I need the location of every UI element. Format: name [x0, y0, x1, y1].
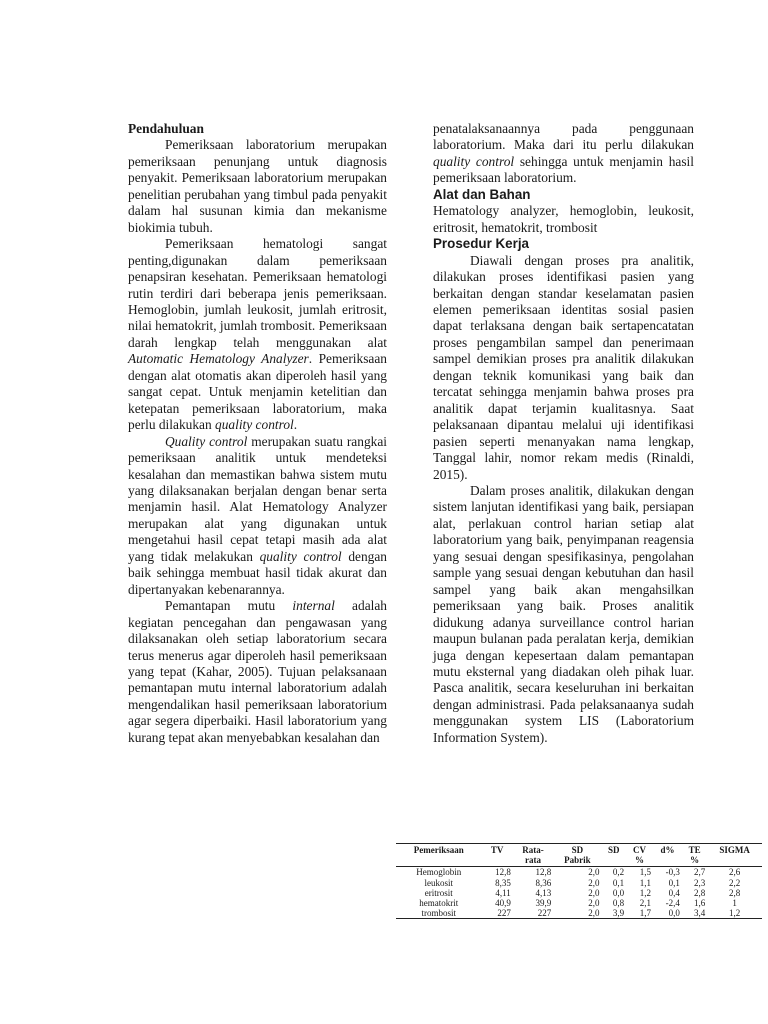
table-header-cell	[653, 844, 682, 867]
header-label: CV	[633, 845, 647, 855]
table-cell: 2,3	[694, 877, 706, 888]
right-column	[433, 121, 694, 746]
table-cell-test-name: Hemoglobin	[416, 867, 462, 878]
sigma-table	[396, 843, 762, 919]
table-cell: 2,7	[694, 867, 706, 878]
text-segment: Pemeriksaan hematologi sangat penting,digunakan dalam pemeriksaan penapsiran kesehatan. Pemeriksaan hematologi rutin terdiri dari beberapa jenis pemeriksaan. Hemoglobin, jumlah leukosit, jumlah eritrosit, nilai hematokrit, jumlah trombosit. Pemeriksaan darah lengkap telah menggunakan alat	[128, 236, 387, 350]
header-label: Rata-	[522, 845, 544, 855]
header-label-line2: Pabrik	[564, 855, 591, 866]
header-label: TE	[688, 845, 701, 855]
table-cell-test-name: hematokrit	[419, 898, 459, 909]
header-label: SIGMA	[719, 845, 750, 855]
table-header-cell	[553, 844, 601, 867]
header-label: Pemeriksaan	[413, 845, 464, 855]
table-row	[396, 867, 762, 878]
table-cell: 8,36	[535, 877, 552, 888]
header-label: TV	[490, 845, 504, 855]
table-header-cell	[482, 844, 513, 867]
table-cell: 3,9	[612, 908, 625, 919]
table-cell-test-name: leukosit	[424, 877, 454, 888]
italic-term: internal	[292, 598, 335, 614]
table-cell: 3,4	[694, 908, 706, 919]
paragraph-continuation	[433, 121, 694, 187]
table-row	[396, 878, 762, 888]
table-cell: 1,7	[639, 908, 652, 919]
table-cell: 40,9	[495, 898, 511, 909]
table-cell: 0,0	[612, 887, 625, 898]
table-cell: 1	[732, 898, 737, 909]
paragraph-materials: Hematology analyzer, hemoglobin, leukosit, eritrosit, hematokrit, trombosit	[433, 203, 694, 235]
header-label: d%	[660, 845, 675, 855]
paragraph-quality-control	[128, 434, 387, 599]
table-cell: 1,5	[639, 867, 652, 878]
table-header-row	[396, 844, 762, 867]
table-cell: 1,2	[729, 908, 741, 919]
table-cell: 0,1	[668, 877, 680, 888]
table-row	[396, 898, 762, 908]
text-segment: adalah kegiatan pencegahan dan pengawasan yang dilaksanakan oleh setiap laboratorium secara terus menerus agar diperoleh hasil pemeriksaan yang tepat (Kahar, 2005). Tujuan pelaksanaan pemantapan mutu internal laboratorium adalah mengendalikan hasil pemeriksaan laboratorium agar segera diperbaiki. Hasil laboratorium yang kurang tepat akan menyebabkan kesalahan dan	[128, 598, 387, 745]
text-segment: Pemantapan mutu	[165, 598, 293, 614]
italic-term: quality control	[215, 417, 294, 433]
table-cell: 12,8	[495, 867, 511, 878]
header-label-line2: %	[690, 855, 700, 866]
text-segment: penatalaksanaannya pada penggunaan laboratorium. Maka dari itu perlu dilakukan	[433, 121, 694, 153]
paragraph-internal-quality	[128, 598, 387, 746]
table-cell: 1,1	[639, 877, 652, 888]
table-header-cell	[626, 844, 653, 867]
table-cell: 227	[537, 908, 552, 919]
table-cell: 0,1	[612, 877, 625, 888]
section-heading-alat-bahan: Alat dan Bahan	[433, 186, 531, 202]
table-cell: 2,8	[694, 887, 706, 898]
table-cell: 2,0	[588, 867, 600, 878]
text-segment: . Pemeriksaan dengan alat otomatis akan diperoleh hasil yang sangat cepat. Untuk menjamin ketelitian dan ketepatan pemeriksaan laboratorium, maka perlu dilakukan	[128, 351, 387, 433]
paragraph-intro: Pemeriksaan laboratorium merupakan pemeriksaan penunjang untuk diagnosis penyakit. Pemeriksaan laboratorium merupakan penelitian perubahan yang timbul pada penyakit dalam hal susunan kimia dan mekanisme biokimia tubuh.	[128, 137, 387, 235]
table-cell: 1,2	[639, 887, 652, 898]
table-cell: 4,13	[535, 887, 552, 898]
header-label-line2: rata	[525, 855, 541, 866]
table-cell: 2,1	[639, 898, 652, 909]
text-segment: .	[293, 417, 298, 433]
header-label-line2: %	[635, 855, 645, 866]
table-cell: -0,3	[665, 867, 680, 878]
table-row	[396, 888, 762, 898]
table-cell: 2,0	[588, 898, 600, 909]
table-cell: 0,4	[668, 887, 680, 898]
paragraph-analytic: Dalam proses analitik, dilakukan dengan sistem lanjutan identifikasi yang baik, persiapan alat, perlakuan control harian setiap alat laboratorium yang baik, penyimpanan reagensia yang sesuai dengan spesifikasinya, pengolahan sample yang sesuai dengan kebutuhan dan hasil sampel yang baik akan mengahsilkan pemeriksaan yang baik. Proses analitik didukung adanya surveillance control harian maupun bulanan pada peralatan kerja, demikian juga dengan kepesertaan dalam pemantapan mutu eksternal yang diadakan oleh pihak luar. Pasca analitik, secara keseluruhan ini berkaitan dengan administrasi. Pada pelaksanaanya sudah menggunakan system LIS (Laboratorium Information System).	[433, 482, 694, 745]
table-header-cell	[682, 844, 707, 867]
table-row	[396, 908, 762, 919]
table-cell: 0,8	[612, 898, 625, 909]
sigma-table-container	[396, 843, 762, 919]
table-header-cell	[513, 844, 553, 867]
table-cell: 1,6	[694, 898, 706, 909]
table-header-cell	[602, 844, 627, 867]
table-cell: 2,2	[729, 877, 741, 888]
table-cell: 12,8	[535, 867, 552, 878]
italic-term: quality control	[259, 548, 342, 564]
header-label: SD	[571, 845, 584, 855]
table-cell: 4,11	[495, 887, 511, 898]
italic-term: Automatic Hematology Analyzer	[128, 351, 309, 367]
section-heading-pendahuluan: Pendahuluan	[128, 121, 204, 136]
table-cell: 8,35	[495, 877, 511, 888]
table-cell: -2,4	[665, 898, 680, 909]
italic-term: quality control	[433, 153, 515, 169]
table-cell-test-name: trombosit	[421, 908, 457, 919]
table-cell: 2,6	[729, 867, 741, 878]
table-cell: 227	[497, 908, 511, 919]
table-cell: 2,0	[588, 908, 600, 919]
paragraph-pre-analytic: Diawali dengan proses pra analitik, dilakukan proses identifikasi pasien yang berkaitan dengan standar keselamatan pasien elemen pemeriksaan identitas sosial pasien dapat terlaksana dengan baik sertapencatatan proses pengambilan sampel dan penerimaan sampel demikian proses pra analitik dilakukan dengan teknik komunikasi yang baik dan tercatat sehingga menjamin bahwa proses pra analitik dapat terjamin kualitasnya. Saat pelaksanaan dipantau melalui uji identifikasi pasien seperti menanyakan nama lengkap, Tanggal lahir, nomor rekam medis (Rinaldi, 2015).	[433, 252, 694, 482]
table-cell: 2,0	[588, 887, 600, 898]
left-column	[128, 121, 387, 746]
table-cell: 0,0	[668, 908, 680, 919]
table-cell: 2,0	[588, 877, 600, 888]
table-cell-test-name: eritrosit	[424, 887, 453, 898]
header-label: SD	[608, 845, 620, 855]
table-cell: 0,2	[612, 867, 625, 878]
table-header-cell	[396, 844, 482, 867]
table-cell: 39,9	[535, 898, 552, 909]
text-segment: merupakan suatu rangkai pemeriksaan analitik untuk mendeteksi kesalahan dan memastikan bahwa sistem mutu yang dilaksanakan berjalan dengan benar serta menjamin hasil. Alat Hematology Analyzer merupakan alat yang digunakan untuk mengetahui hasil cepat tetapi masih ada alat yang tidak melakukan	[128, 433, 388, 564]
table-body	[396, 867, 762, 919]
table-header-cell	[707, 844, 762, 867]
italic-term: Quality control	[165, 433, 248, 449]
text-segment: dengan baik sehingga membuat hasil tidak akurat dan dipertanyakan kebenarannya.	[128, 548, 387, 597]
section-heading-prosedur: Prosedur Kerja	[433, 236, 530, 252]
paragraph-hematology	[128, 236, 387, 433]
text-segment: sehingga untuk menjamin hasil pemeriksaan laboratorium.	[433, 153, 694, 186]
table-cell: 2,8	[729, 887, 741, 898]
